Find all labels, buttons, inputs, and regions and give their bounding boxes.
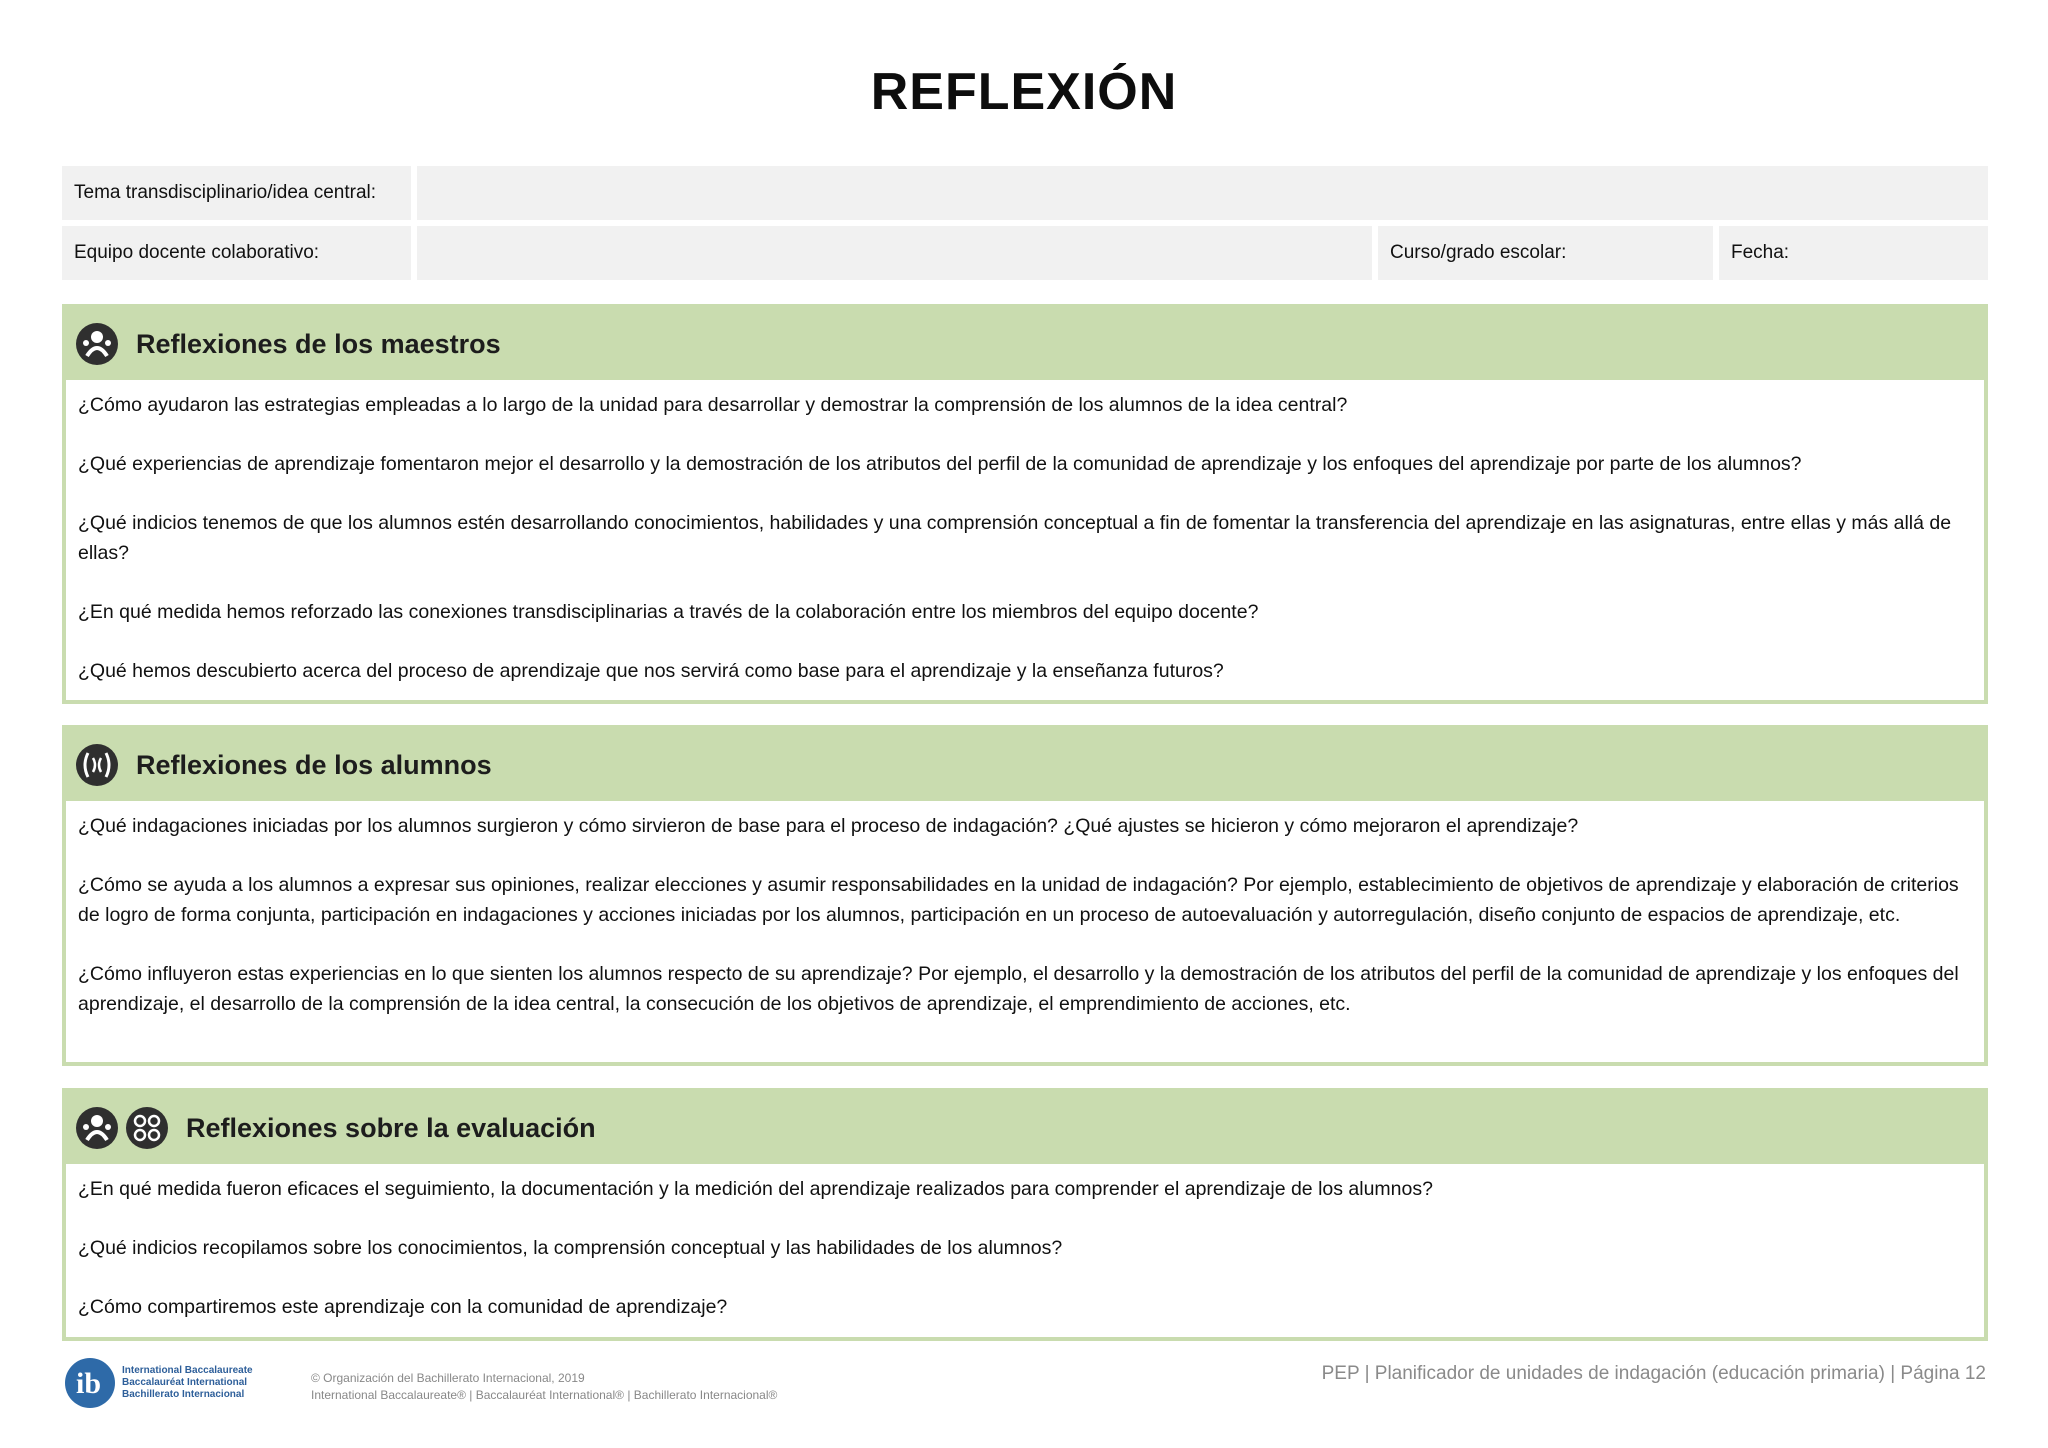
question: ¿Qué indicios recopilamos sobre los conocimientos, la comprensión conceptual y las habilidades de los alumnos?: [78, 1237, 1063, 1259]
question: ¿Qué experiencias de aprendizaje fomentaron mejor el desarrollo y la demostración de los atributos del perfil de la comunidad de aprendizaje y los enfoques del aprendizaje por parte de los alumnos?: [78, 453, 1802, 475]
question: ¿Cómo influyeron estas experiencias en lo que sienten los alumnos respecto de su aprendizaje? Por ejemplo, el desarrollo y la demostración de los atributos del perfil de la comunidad de aprendizaje y los enfoques del aprendizaje, el desarrollo de la comprensión de la idea central, la consecución de los objetivos de aprendizaje, el emprendimiento de acciones, etc.: [78, 963, 1959, 1015]
section-title: Reflexiones de los alumnos: [136, 749, 492, 780]
logo-line: Baccalauréat International: [122, 1377, 248, 1388]
question: ¿En qué medida fueron eficaces el seguimiento, la documentación y la medición del aprendizaje realizados para comprender el aprendizaje de los alumnos?: [78, 1178, 1433, 1200]
assessment-icon: [126, 1107, 168, 1149]
section-body[interactable]: [66, 801, 1984, 1019]
assessment-reflections-section: [62, 1088, 1988, 1341]
svg-text:ib: ib: [76, 1367, 102, 1400]
logo-line: International Baccalaureate: [122, 1365, 253, 1376]
question: ¿Cómo se ayuda a los alumnos a expresar sus opiniones, realizar elecciones y asumir responsabilidades en la unidad de indagación? Por ejemplo, establecimiento de objetivos de aprendizaje y elaboración de criterios de logro de forma conjunta, participación en indagaciones y acciones iniciadas por los alumnos, participación en un proceso de autoevaluación y autorregulación, diseño conjunto de espacios de aprendizaje, etc.: [78, 874, 1959, 926]
section-title: Reflexiones sobre la evaluación: [186, 1112, 596, 1143]
students-icon: [76, 744, 118, 786]
page-title: REFLEXIÓN: [870, 63, 1178, 121]
teacher-icon: [76, 323, 118, 365]
header-row-2: [62, 226, 1988, 280]
section-header: [66, 729, 1984, 801]
question: ¿En qué medida hemos reforzado las conexiones transdisciplinarias a través de la colaboración entre los miembros del equipo docente?: [78, 601, 1259, 623]
copyright-text: © Organización del Bachillerato Internacional, 2019: [311, 1371, 585, 1385]
logo-text: [122, 1365, 253, 1401]
tema-label: Tema transdisciplinario/idea central:: [62, 166, 411, 220]
section-body[interactable]: [66, 380, 1984, 686]
ib-logo: [64, 1357, 253, 1409]
footer-copyright-block: [311, 1370, 777, 1404]
section-title: Reflexiones de los maestros: [136, 328, 501, 359]
ib-logo-icon: [64, 1357, 116, 1409]
question: ¿Qué indagaciones iniciadas por los alumnos surgieron y cómo sirvieron de base para el proceso de indagación? ¿Qué ajustes se hicieron y cómo mejoraron el aprendizaje?: [78, 815, 1579, 837]
question: ¿Qué indicios tenemos de que los alumnos estén desarrollando conocimientos, habilidades y una comprensión conceptual a fin de fomentar la transferencia del aprendizaje en las asignaturas, entre ellas y más allá de ellas?: [78, 512, 1952, 564]
equipo-field[interactable]: [417, 226, 1372, 280]
fecha-field[interactable]: Fecha:: [1719, 226, 1988, 280]
section-body[interactable]: [66, 1164, 1984, 1322]
section-header: [66, 308, 1984, 380]
equipo-label: Equipo docente colaborativo:: [62, 226, 411, 280]
question: ¿Qué hemos descubierto acerca del proceso de aprendizaje que nos servirá como base para el aprendizaje y la enseñanza futuros?: [78, 660, 1224, 682]
student-reflections-section: [62, 725, 1988, 1066]
section-header: [66, 1092, 1984, 1164]
teacher-reflections-section: [62, 304, 1988, 704]
question: ¿Cómo compartiremos este aprendizaje con la comunidad de aprendizaje?: [78, 1296, 728, 1318]
page-info: PEP | Planificador de unidades de indagación (educación primaria) | Página 12: [1321, 1363, 1986, 1384]
curso-field[interactable]: Curso/grado escolar:: [1378, 226, 1713, 280]
logo-line: Bachillerato Internacional: [122, 1389, 245, 1400]
header-row-1: [62, 166, 1988, 220]
trademark-text: International Baccalaureate® | Baccalauréat International® | Bachillerato Internacional®: [311, 1388, 778, 1402]
tema-field[interactable]: [417, 166, 1988, 220]
teacher-icon: [76, 1107, 118, 1149]
question: ¿Cómo ayudaron las estrategias empleadas a lo largo de la unidad para desarrollar y demostrar la comprensión de los alumnos de la idea central?: [78, 394, 1348, 416]
